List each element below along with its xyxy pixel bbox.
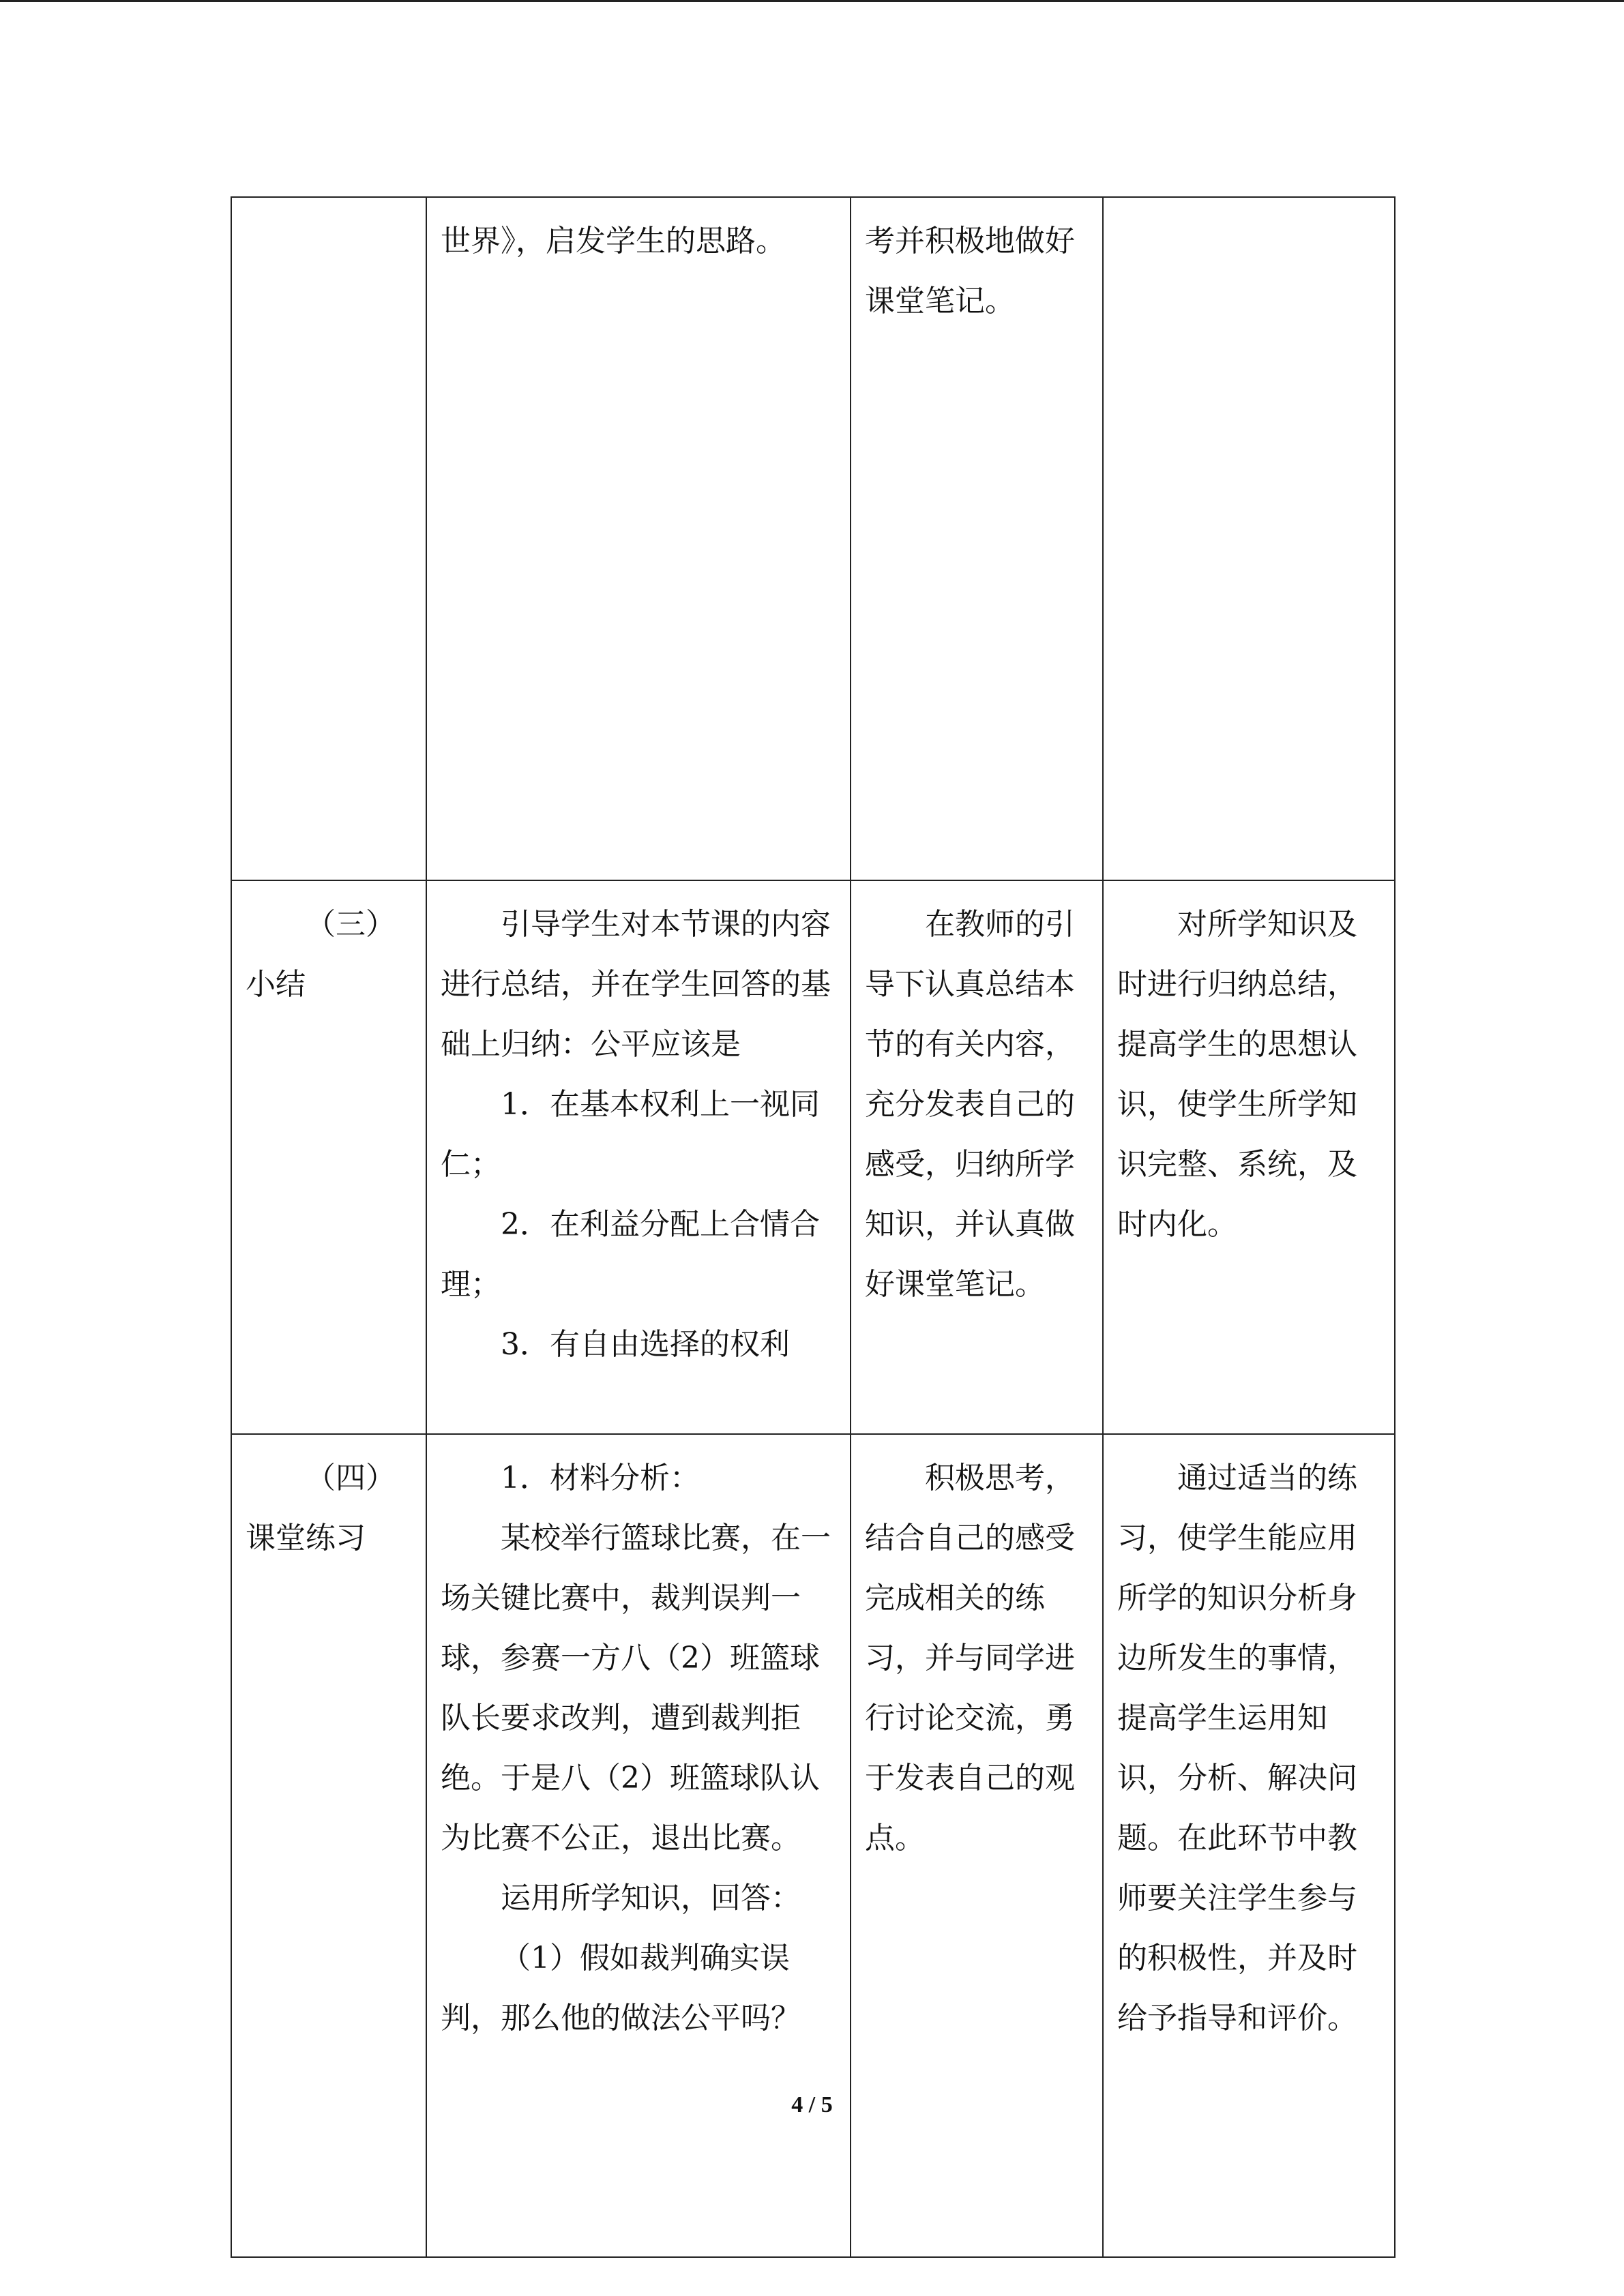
stage-number: （三） <box>306 907 396 942</box>
teacher-text: 引导学生对本节课的内容进行总结，并在学生回答的基础上归纳：公平应该是 <box>441 907 831 1062</box>
teacher-text: 世界》，启发学生的思路。 <box>441 224 786 258</box>
teacher-text: 1．在基本权利上一视同仁； <box>441 1087 820 1182</box>
stage-cell <box>231 1434 426 2257</box>
table-row <box>231 197 1395 880</box>
student-activity-cell <box>851 197 1103 880</box>
student-text: 考并积极地做好课堂笔记。 <box>865 224 1075 318</box>
teacher-text: 3．有自由选择的权利 <box>501 1327 790 1362</box>
teacher-text: （1）假如裁判确实误判，那么他的做法公平吗？ <box>441 1941 801 2036</box>
design-intent-cell <box>1103 197 1395 880</box>
student-activity-cell <box>851 880 1103 1434</box>
stage-name: 课堂练习 <box>246 1521 366 1555</box>
stage-cell <box>231 880 426 1434</box>
student-activity-cell <box>851 1434 1103 2257</box>
student-text: 积极思考，结合自己的感受完成相关的练习，并与同学进行讨论交流，勇于发表自己的观点。 <box>865 1461 1075 1855</box>
teacher-text: 2．在利益分配上合情合理； <box>441 1207 820 1302</box>
design-intent-cell <box>1103 880 1395 1434</box>
design-intent-cell <box>1103 1434 1395 2257</box>
teacher-activity-cell <box>426 1434 851 2257</box>
table-row <box>231 880 1395 1434</box>
teacher-text: 运用所学知识，回答： <box>501 1881 801 1915</box>
lesson-plan-table <box>231 196 1396 2258</box>
stage-cell <box>231 197 426 880</box>
teacher-activity-cell <box>426 197 851 880</box>
stage-name: 小结 <box>246 967 306 1002</box>
teacher-text: 1．材料分析： <box>501 1461 700 1495</box>
page-number: 4 / 5 <box>791 2092 833 2117</box>
teacher-activity-cell <box>426 880 851 1434</box>
intent-text: 对所学知识及时进行归纳总结，提高学生的思想认识，使学生所学知识完整、系统，及时内化。 <box>1117 907 1357 1242</box>
teacher-text: 某校举行篮球比赛，在一场关键比赛中，裁判误判一球，参赛一方八（2）班篮球队长要求改判，遭到裁判拒绝。于是八（2）班篮球队认为比赛不公正，退出比赛。 <box>441 1521 831 1855</box>
student-text: 在教师的引导下认真总结本节的有关内容，充分发表自己的感受，归纳所学知识，并认真做好课堂笔记。 <box>865 907 1075 1302</box>
table-row <box>231 1434 1395 2257</box>
intent-text: 通过适当的练习，使学生能应用所学的知识分析身边所发生的事情，提高学生运用知识，分析、解决问题。在此环节中教师要关注学生参与的积极性，并及时给予指导和评价。 <box>1117 1461 1357 2036</box>
stage-number: （四） <box>306 1461 396 1495</box>
top-rule <box>0 0 1624 2</box>
